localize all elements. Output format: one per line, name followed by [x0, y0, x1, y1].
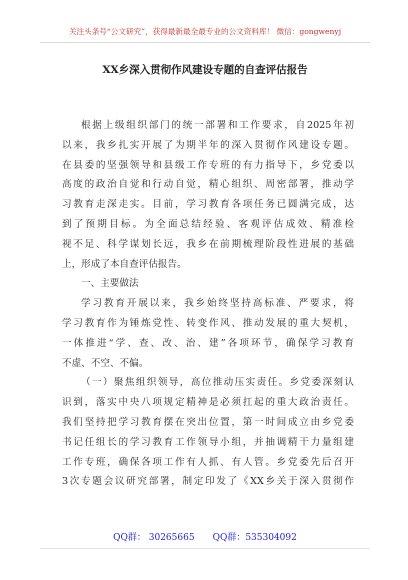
paragraph-line: 在县委的坚强领导和县级工作专班的有力指导下，乡党委以	[62, 159, 354, 171]
paragraph-line: 工作专班，确保各项工作有人抓、有人管。乡党委先后召开	[62, 456, 354, 468]
qq-group-1: QQ群： 30265665	[113, 533, 195, 543]
paragraph-line: 书记任组长的学习教育工作领导小组，并抽调精干力量组建	[62, 436, 354, 448]
footer-divider	[40, 548, 370, 549]
paragraph-line: 根据上级组织部门的统一部署和工作要求，自2025年初	[81, 120, 354, 131]
paragraph-line: 到了预期目标。为全面总结经验、客观评估成效、精准检	[62, 218, 354, 230]
paragraph-line: 我们坚持把学习教育摆在突出位置，第一时间成立由乡党委	[62, 416, 354, 428]
paragraph-line: 不虚、不空、不偏。	[62, 357, 149, 369]
paragraph-line: 视不足、科学谋划长远，我乡在前期梳理阶段性进展的基础	[62, 238, 354, 250]
document-body	[62, 116, 354, 492]
paragraph-line: 3次专题会议研究部署，制定印发了《XX乡关于深入贯彻作	[62, 476, 354, 488]
paragraph-line: 学习教育开展以来，我乡始终坚持高标准、严要求，将	[81, 298, 354, 310]
contact-footer	[40, 530, 370, 543]
qq-group-2: QQ群：535304092	[212, 533, 297, 543]
header-divider	[40, 42, 370, 43]
paragraph-line: （一）聚焦组织领导，高位推动压实责任。乡党委深刻认	[81, 377, 354, 389]
promo-banner: 关注头条号“公文研究”，获得最新最全最专业的公文资料库！ 微信：gongwenyj	[68, 27, 342, 36]
paragraph-line: 上，形成了本自查评估报告。	[62, 258, 187, 270]
section-heading: 一、主要做法	[81, 278, 139, 290]
document-title: XX乡深入贯彻作风建设专题的自查评估报告	[102, 64, 308, 76]
paragraph-line: 以来，我乡扎实开展了为期半年的深入贯彻作风建设专题。	[62, 139, 354, 151]
paragraph-line: 习教育走深走实。目前，学习教育各项任务已圆满完成，达	[62, 199, 354, 211]
paragraph-line: 识到，落实中央八项规定精神是必须扛起的重大政治责任。	[62, 397, 354, 409]
paragraph-line: 高度的政治自觉和行动自觉，精心组织、周密部署，推动学	[62, 179, 354, 191]
paragraph-line: 一体推进“学、查、改、治、建”各项环节，确保学习教育	[62, 337, 354, 349]
paragraph-line: 学习教育作为锤炼党性、转变作风、推动发展的重大契机，	[62, 317, 354, 329]
